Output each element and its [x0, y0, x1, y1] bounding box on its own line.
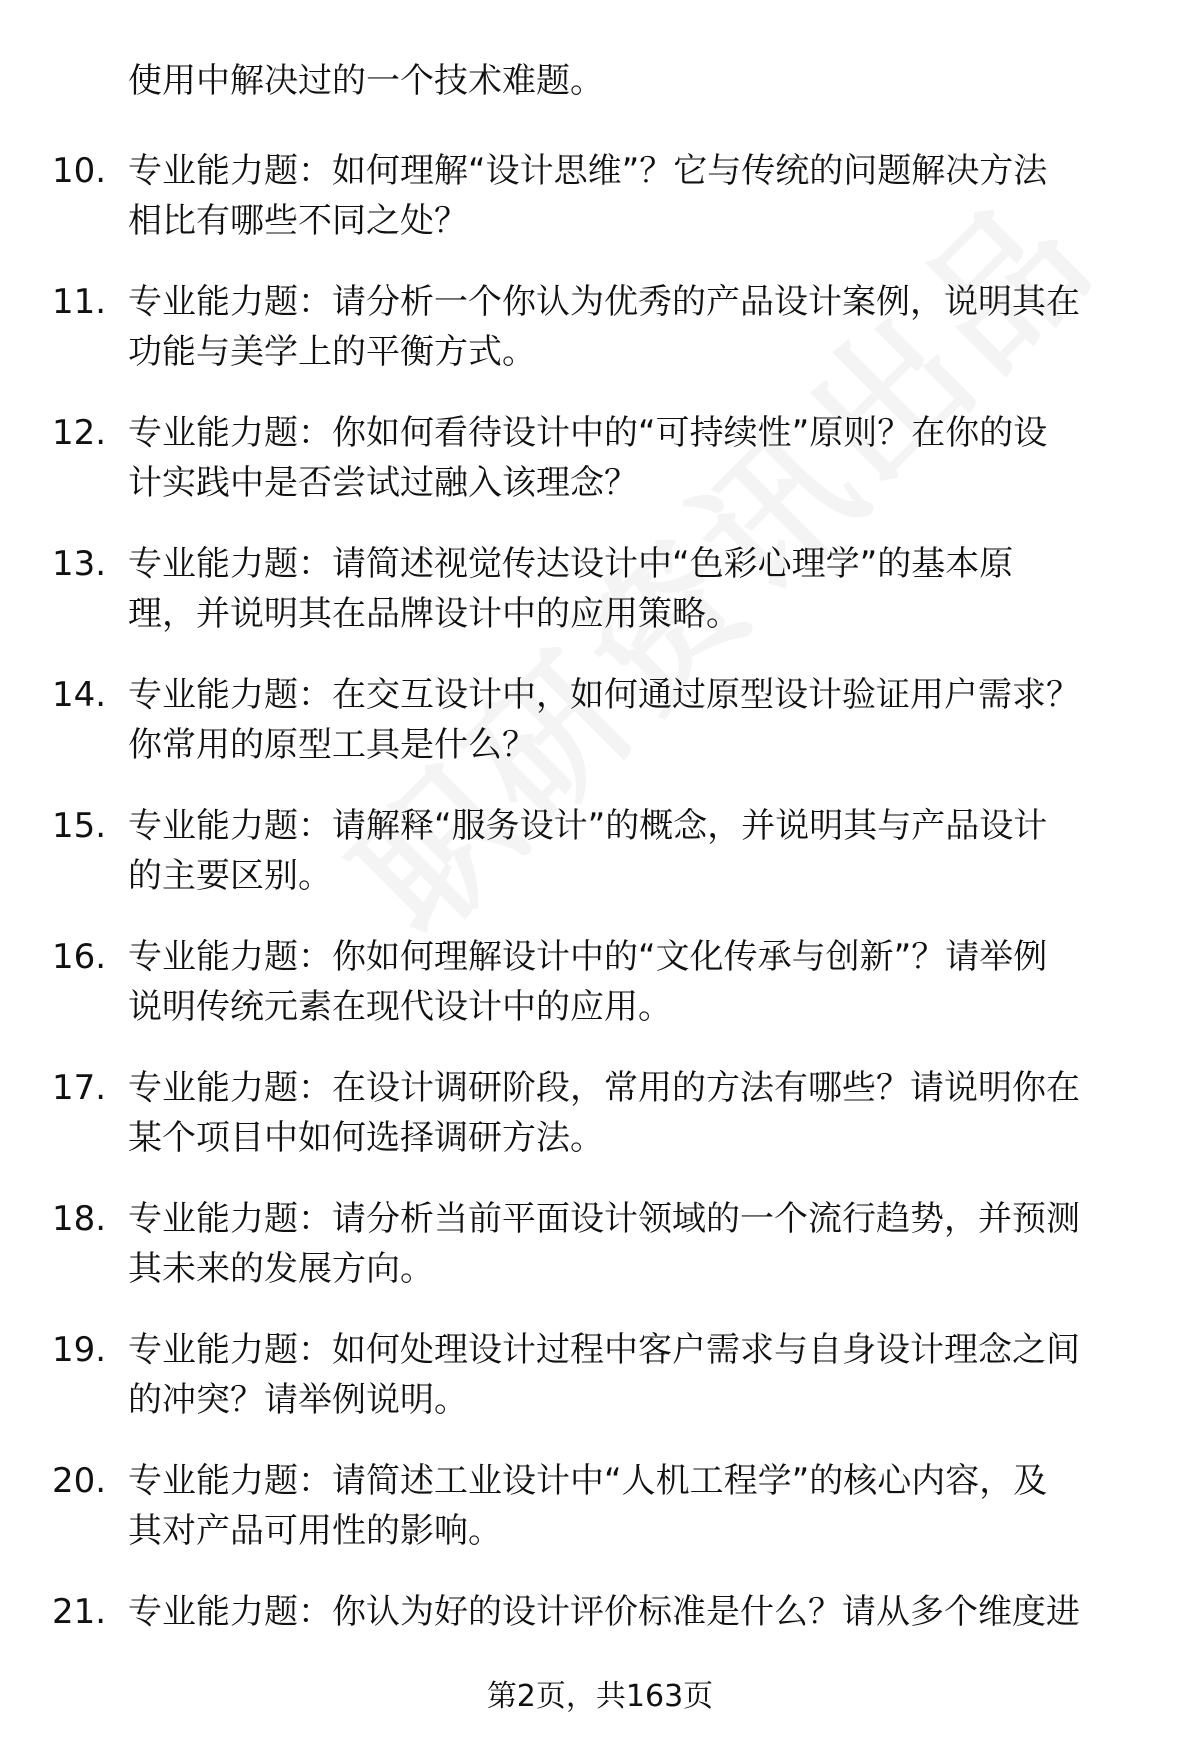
- question-item: [0, 408, 1200, 539]
- page-footer: 第2页，共163页: [486, 1679, 714, 1714]
- question-number: 19.: [52, 1330, 107, 1370]
- question-text-line: 其对产品可用性的影响。: [128, 1511, 502, 1551]
- question-text-line: 专业能力题：你如何理解设计中的“文化传承与创新”？请举例: [128, 937, 1048, 977]
- question-item: [0, 539, 1200, 670]
- question-item: [0, 277, 1200, 408]
- question-number: 13.: [52, 544, 107, 584]
- question-text-line: 专业能力题：如何理解“设计思维”？它与传统的问题解决方法: [128, 151, 1048, 191]
- question-text-line: 其未来的发展方向。: [128, 1249, 434, 1289]
- question-item: [0, 1456, 1200, 1587]
- question-number: 11.: [52, 282, 107, 322]
- question-text-line: 你常用的原型工具是什么？: [128, 725, 536, 765]
- question-number: 20.: [52, 1461, 107, 1501]
- question-number: 16.: [52, 937, 107, 977]
- question-text-line: 专业能力题：请分析当前平面设计领域的一个流行趋势，并预测: [128, 1199, 1080, 1239]
- question-number: 18.: [52, 1199, 107, 1239]
- question-item: [0, 1063, 1200, 1194]
- question-number: 15.: [52, 806, 107, 846]
- question-text-line: 计实践中是否尝试过融入该理念？: [128, 463, 638, 503]
- question-text-line: 功能与美学上的平衡方式。: [128, 332, 536, 372]
- question-number: 10.: [52, 151, 107, 191]
- question-number: 12.: [52, 413, 107, 453]
- question-list: [0, 146, 1200, 1718]
- question-item: [0, 801, 1200, 932]
- question-text-line: 专业能力题：你认为好的设计评价标准是什么？请从多个维度进: [128, 1592, 1080, 1632]
- question-text-line: 专业能力题：请解释“服务设计”的概念，并说明其与产品设计: [128, 806, 1048, 846]
- question-text-line: 理，并说明其在品牌设计中的应用策略。: [128, 594, 740, 634]
- question-item: [0, 670, 1200, 801]
- question-text-line: 专业能力题：请简述视觉传达设计中“色彩心理学”的基本原: [128, 544, 1014, 584]
- question-item: [0, 146, 1200, 277]
- question-text-line: 某个项目中如何选择调研方法。: [128, 1118, 604, 1158]
- question-text-line: 专业能力题：你如何看待设计中的“可持续性”原则？在你的设: [128, 413, 1048, 453]
- question-text-line: 专业能力题：如何处理设计过程中客户需求与自身设计理念之间: [128, 1330, 1080, 1370]
- continued-text: 使用中解决过的一个技术难题。: [128, 61, 604, 101]
- question-text-line: 专业能力题：请分析一个你认为优秀的产品设计案例，说明其在: [128, 282, 1080, 322]
- question-text-line: 的主要区别。: [128, 856, 332, 896]
- question-item: [0, 1194, 1200, 1325]
- question-text-line: 专业能力题：在交互设计中，如何通过原型设计验证用户需求？: [128, 675, 1080, 715]
- question-number: 21.: [52, 1592, 107, 1632]
- question-number: 14.: [52, 675, 107, 715]
- question-text-line: 专业能力题：在设计调研阶段，常用的方法有哪些？请说明你在: [128, 1068, 1080, 1108]
- question-text-line: 专业能力题：请简述工业设计中“人机工程学”的核心内容，及: [128, 1461, 1048, 1501]
- question-item: [0, 932, 1200, 1063]
- question-text-line: 的冲突？请举例说明。: [128, 1380, 468, 1420]
- question-item: [0, 1325, 1200, 1456]
- question-text-line: 说明传统元素在现代设计中的应用。: [128, 987, 672, 1027]
- question-number: 17.: [52, 1068, 107, 1108]
- question-text-line: 相比有哪些不同之处？: [128, 201, 468, 241]
